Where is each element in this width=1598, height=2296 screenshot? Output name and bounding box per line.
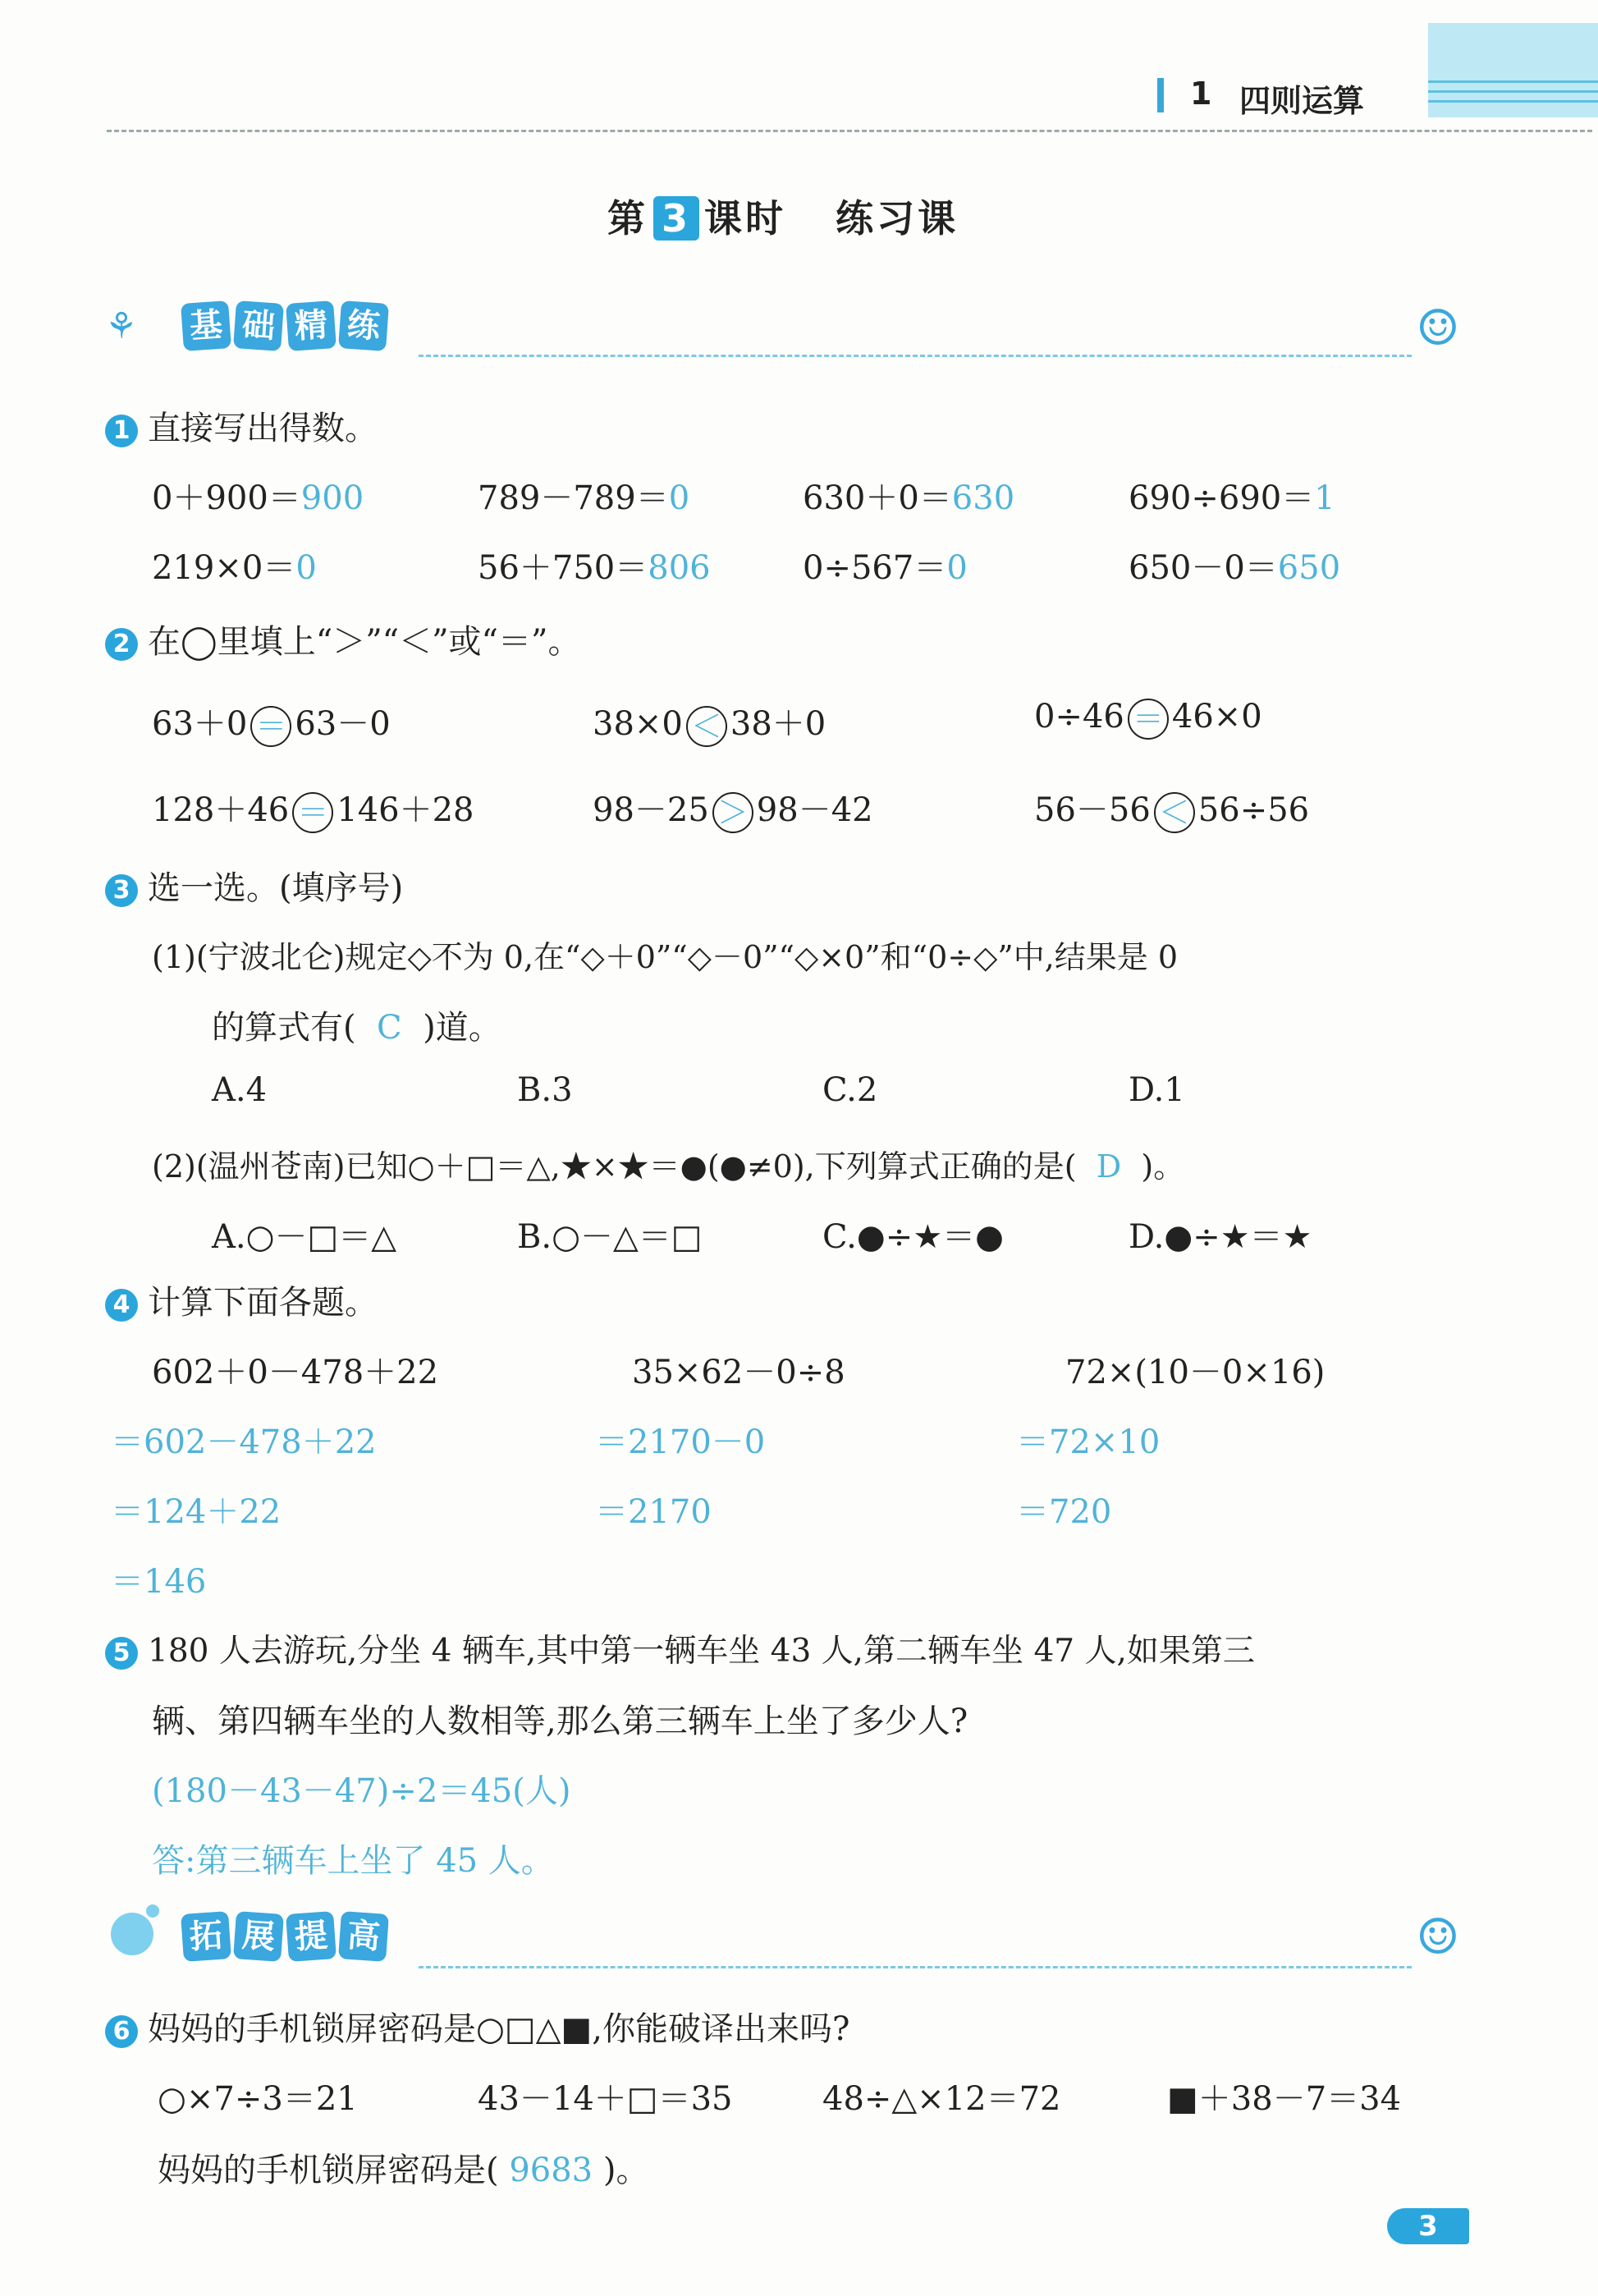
- section-divider: [419, 355, 1412, 357]
- q4-step: ＝72×10: [1016, 1423, 1161, 1461]
- q4-title: 4 计算下面各题。: [105, 1276, 378, 1323]
- q2-item: 63＋0 ＝ 63－0: [152, 698, 391, 747]
- header-decoration: [1428, 23, 1598, 117]
- q1-item: 0＋900＝900: [152, 479, 364, 517]
- q4-step: ＝2170－0: [595, 1423, 766, 1461]
- q6-title: 6 妈妈的手机锁屏密码是○□△■,你能破译出来吗?: [105, 2003, 849, 2050]
- q4-expr: 35×62－0÷8: [632, 1354, 845, 1391]
- q5-line1: 5 180 人去游玩,分坐 4 辆车,其中第一辆车坐 43 人,第二辆车坐 47 人,如果第三: [105, 1625, 1255, 1671]
- q1-item: 0÷567＝0: [803, 549, 968, 587]
- q3-part2: (2)(温州苍南)已知○＋□＝△,★×★＝●(●≠0),下列算式正确的是( D )。: [152, 1148, 1185, 1185]
- q1-title: 1 直接写出得数。: [105, 402, 378, 449]
- q1-item: 789－789＝0: [478, 479, 690, 517]
- q4-step: ＝124＋22: [111, 1493, 282, 1531]
- q5-answer-text: 答:第三辆车上坐了 45 人。: [152, 1842, 554, 1880]
- q1-item: 630＋0＝630: [803, 479, 1015, 517]
- section-extend: 拓 展 提 高: [182, 1913, 387, 1965]
- q3-option: B.○－△＝□: [517, 1218, 703, 1256]
- q2-item: 0÷46 ＝ 46×0: [1034, 698, 1262, 740]
- q3-option: A.4: [212, 1071, 268, 1109]
- q1-item: 650－0＝650: [1129, 549, 1341, 587]
- q4-step: ＝146: [111, 1563, 207, 1601]
- q3-part1-line2: 的算式有( C )道。: [212, 1009, 501, 1047]
- q3-option: B.3: [517, 1071, 573, 1109]
- q3-option: D.●÷★＝★: [1129, 1218, 1312, 1256]
- bubble-icon: [111, 1913, 153, 1955]
- section-basic: 基 础 精 练: [182, 302, 387, 355]
- unit-number: 1: [1190, 76, 1212, 112]
- q4-expr: 602＋0－478＋22: [152, 1354, 439, 1391]
- lesson-number: 3: [653, 196, 699, 241]
- q5-answer-expr: (180－43－47)÷2＝45(人): [152, 1772, 571, 1810]
- kid-icon: ☺: [1416, 300, 1460, 357]
- q3-title: 3 选一选。(填序号): [105, 862, 403, 909]
- q2-title: 2 在◯里填上“＞”“＜”或“＝”。: [105, 616, 580, 662]
- q4-expr: 72×(10－0×16): [1065, 1354, 1326, 1391]
- q4-step: ＝2170: [595, 1493, 712, 1531]
- q2-item: 38×0 ＜ 38＋0: [593, 698, 826, 747]
- q6-eq: ○×7÷3＝21: [158, 2080, 358, 2118]
- bubble-icon: [146, 1904, 159, 1918]
- q2-item: 98－25 ＞ 98－42: [593, 784, 873, 833]
- q1-item: 690÷690＝1: [1129, 479, 1335, 517]
- q6-eq: 48÷△×12＝72: [822, 2080, 1061, 2118]
- page-number: 3: [1387, 2208, 1469, 2244]
- q3-option: D.1: [1129, 1071, 1185, 1109]
- header-accent-bar: [1157, 78, 1164, 112]
- q2-item: 128＋46 ＝ 146＋28: [152, 784, 474, 833]
- q2-item: 56－56 ＜ 56÷56: [1034, 784, 1309, 833]
- q3-part1-line1: (1)(宁波北仑)规定◇不为 0,在“◇＋0”“◇－0”“◇×0”和“0÷◇”中,结果是 0: [152, 939, 1179, 975]
- unit-title: 四则运算: [1239, 83, 1365, 119]
- q1-item: 219×0＝0: [152, 549, 317, 587]
- section-divider: [419, 1966, 1412, 1968]
- q6-eq: ■＋38－7＝34: [1167, 2080, 1402, 2118]
- q1-item: 56＋750＝806: [478, 549, 711, 587]
- header-divider: [107, 130, 1592, 132]
- q3-option: C.2: [822, 1071, 878, 1109]
- sprout-icon: ⚘: [105, 305, 138, 347]
- q3-option: A.○－□＝△: [212, 1218, 397, 1256]
- kid-icon: ☺: [1416, 1909, 1460, 1966]
- q3-option: C.●÷★＝●: [822, 1218, 1005, 1256]
- q6-eq: 43－14＋□＝35: [478, 2080, 733, 2118]
- q5-line2: 辆、第四辆车坐的人数相等,那么第三辆车上坐了多少人?: [152, 1703, 968, 1740]
- q4-step: ＝720: [1016, 1493, 1112, 1531]
- q6-result: 妈妈的手机锁屏密码是( 9683 )。: [158, 2152, 649, 2189]
- q4-step: ＝602－478＋22: [111, 1423, 377, 1461]
- lesson-title: 第 3 课时 练习课: [607, 196, 959, 241]
